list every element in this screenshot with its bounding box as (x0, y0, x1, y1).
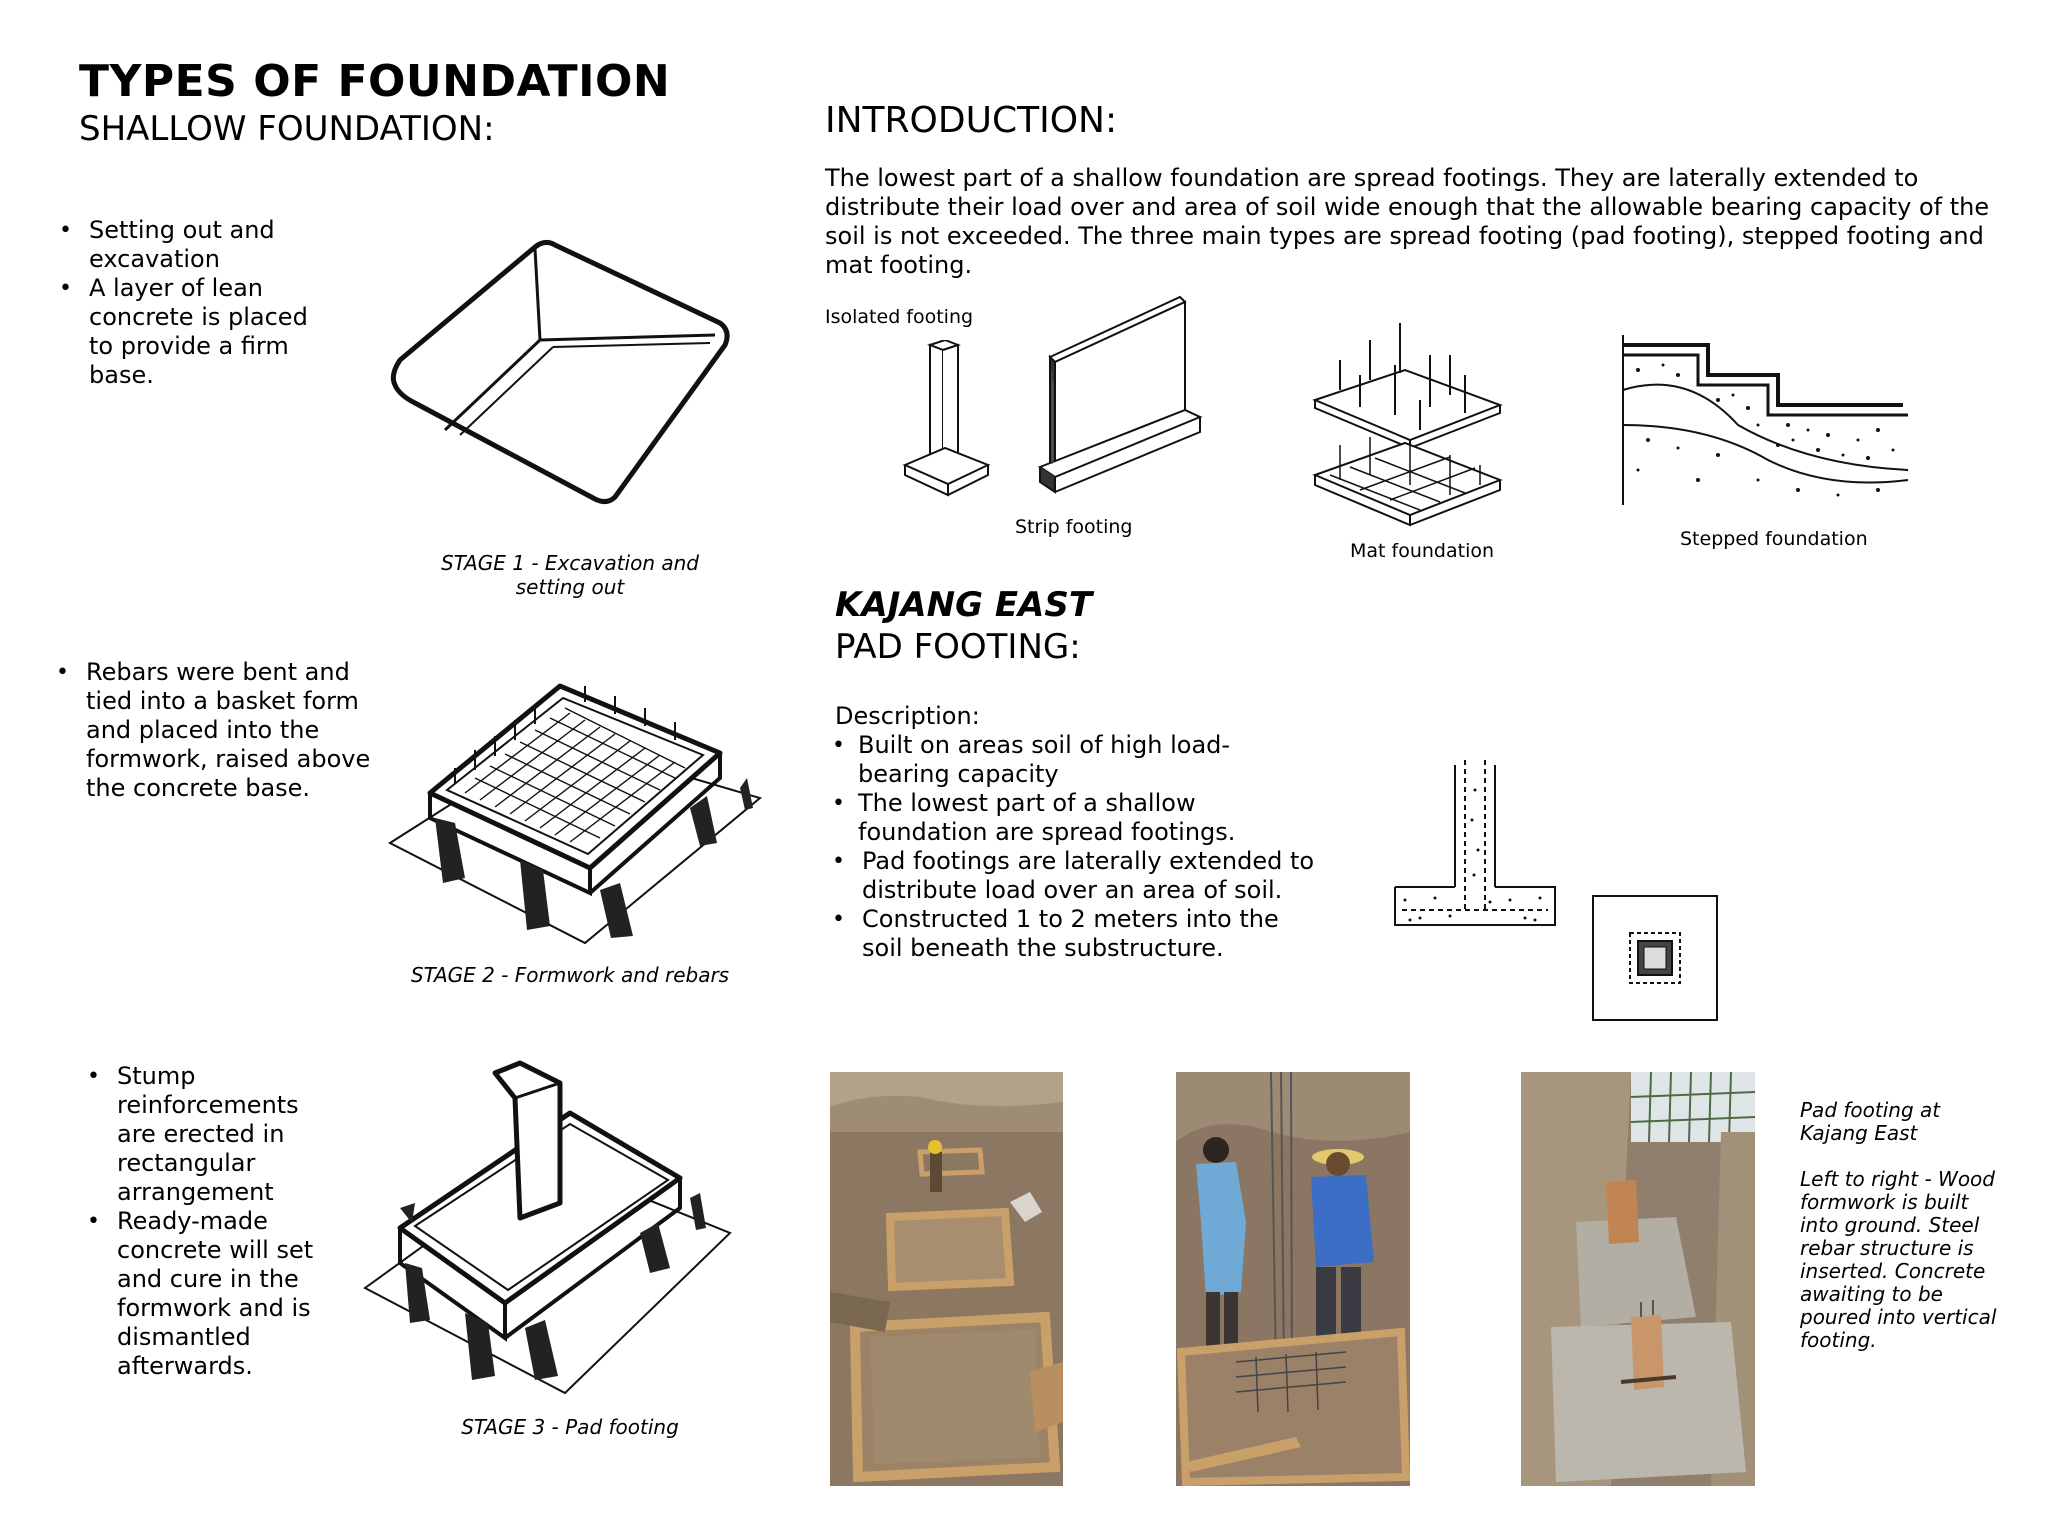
isolated-footing-drawing (900, 340, 1000, 500)
mat-foundation-drawing (1300, 315, 1520, 535)
stage1-bullet: • A layer of lean concrete is placed to provide a firm base. (57, 274, 327, 390)
intro-paragraph: The lowest part of a shallow foundation are spread footings. They are laterally extended to distribute their load over and area of soil wide enough that the allowable bearing capacity of the soil is not exceeded. The three main types are spread footing (pad footing), stepped footing and mat footing. (825, 164, 1990, 279)
photo-rebar-workers (1176, 1072, 1410, 1486)
mat-foundation-label: Mat foundation (1350, 540, 1495, 562)
isolated-footing-label: Isolated footing (825, 306, 974, 328)
stage3-bullet: • Stump reinforcements are erected in rectangular arrangement (85, 1062, 345, 1207)
kajang-bullet: • Pad footings are laterally extended to distribute load over an area of soil. (830, 847, 1320, 905)
photo-wood-formwork (830, 1072, 1063, 1486)
stage2-formwork-drawing (385, 678, 765, 953)
kajang-bullet: • Built on areas soil of high load-bearing capacity (830, 731, 1320, 789)
pad-footing-section-drawing (1390, 760, 1560, 930)
strip-footing-label: Strip footing (1015, 516, 1133, 538)
intro-heading: INTRODUCTION: (825, 100, 1118, 141)
kajang-bullet: • The lowest part of a shallow foundation are spread footings. (830, 789, 1320, 847)
kajang-bullet: • Constructed 1 to 2 meters into the soil beneath the substructure. (830, 905, 1320, 963)
stage1-caption-line2: setting out (515, 575, 625, 599)
stage3-text (85, 1062, 345, 1381)
kajang-heading-line2: PAD FOOTING: (835, 627, 1081, 667)
kajang-bullets (830, 731, 1320, 963)
description-label: Description: (835, 702, 980, 730)
stage2-text (54, 658, 374, 803)
photo-note-title-line1: Pad footing at (1800, 1098, 1941, 1122)
stage3-bullet: • Ready-made concrete will set and cure in the formwork and is dismantled afterwards. (85, 1207, 345, 1381)
stage1-excavation-drawing (385, 235, 735, 510)
stage1-caption-line1: STAGE 1 - Excavation and (440, 551, 700, 575)
stage2-bullet: • Rebars were bent and tied into a basket form and placed into the formwork, raised above the concrete base. (54, 658, 374, 803)
stepped-foundation-label: Stepped foundation (1680, 528, 1868, 550)
stage1-text (57, 216, 327, 390)
photo-note-body: Left to right - Wood formwork is built into ground. Steel rebar structure is inserted. Concrete awaiting to be poured into vertical footing. (1800, 1167, 1997, 1352)
page-title: TYPES OF FOUNDATION (79, 56, 671, 107)
kajang-heading-line1: KAJANG EAST (835, 585, 1093, 625)
strip-footing-drawing (1035, 292, 1205, 502)
photo-note-title-line2: Kajang East (1800, 1121, 1918, 1145)
stage1-bullet: • Setting out and excavation (57, 216, 327, 274)
stage1-caption (420, 551, 720, 599)
photo-column-formwork (1521, 1072, 1755, 1486)
stage3-caption: STAGE 3 - Pad footing (461, 1415, 679, 1439)
stage2-caption: STAGE 2 - Formwork and rebars (410, 963, 730, 987)
stage3-pad-footing-drawing (360, 1058, 735, 1403)
photo-note (1800, 1099, 2000, 1352)
stepped-foundation-drawing (1618, 330, 1918, 510)
pad-footing-plan-drawing (1590, 893, 1720, 1023)
section-subtitle: SHALLOW FOUNDATION: (79, 109, 495, 149)
